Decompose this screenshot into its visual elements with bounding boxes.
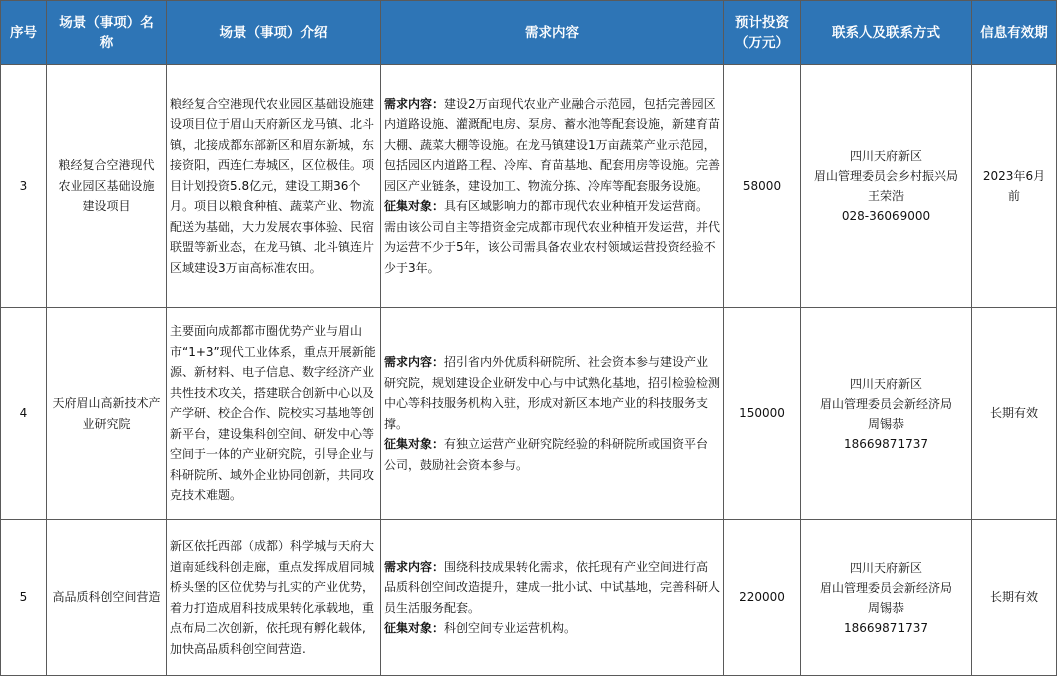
row-intro: 新区依托西部（成都）科学城与天府大道南延线科创走廊，重点发挥成眉同城桥头堡的区位优势与扎实的产业优势，着力打造成眉科技成果转化承载地，重点布局二次创新，依托现有孵化载体, 加快高品质科创空间营造.: [167, 520, 381, 676]
row-contact: [801, 308, 972, 520]
contact-phone: 18669871737: [844, 436, 928, 451]
demand-text: 招引省内外优质科研院所、社会资本参与建设产业研究院，规划建设企业研发中心与中试熟化基地，招引检验检测中心等科技服务机构入驻，形成对新区本地产业的科技服务支撑。: [384, 355, 721, 431]
contact-person: 周锡恭: [867, 416, 904, 431]
row-demand-cell: [381, 308, 724, 520]
contact-org: 四川天府新区: [849, 149, 922, 163]
contact-person: 王荣浩: [867, 189, 904, 203]
contact-person: 周锡恭: [867, 600, 904, 615]
header-contact: 联系人及联系方式: [801, 1, 972, 65]
row-name: 粮经复合空港现代农业园区基础设施建设项目: [47, 65, 167, 308]
demand-text: 围绕科技成果转化需求，依托现有产业空间进行高品质科创空间改造提升，建成一批小试、中试基地，完善科研人员生活服务配套。: [384, 559, 721, 615]
header-validity: 信息有效期: [972, 1, 1057, 65]
demand-text: 建设2万亩现代农业产业融合示范园，包括完善园区内道路设施、灌溉配电房、泵房、蓄水池等配套设施，新建育苗大棚、蔬菜大棚等设施。在龙马镇建设1万亩蔬菜产业示范园，包括园区内道路工程、冷库、育苗基地、配套用房等设施。完善园区产业链条，建设加工、物流分拣、冷库等配套服务设施。: [384, 96, 721, 193]
demand-label: 需求内容：: [384, 96, 445, 111]
target-label: 征集对象：: [384, 437, 445, 451]
row-name: 天府眉山高新技术产业研究院: [47, 308, 167, 520]
row-contact: [801, 65, 972, 308]
row-invest: 220000: [724, 520, 801, 676]
contact-phone: 028-36069000: [841, 209, 931, 223]
table-row: [1, 308, 1057, 520]
demand-label: 需求内容：: [384, 355, 445, 369]
row-validity: 2023年6月前: [972, 65, 1057, 308]
row-invest: 58000: [724, 65, 801, 308]
row-seq: 5: [1, 520, 47, 676]
row-seq: 4: [1, 308, 47, 520]
contact-org: 四川天府新区: [849, 376, 922, 391]
table-row: [1, 520, 1057, 676]
target-label: 征集对象：: [384, 621, 445, 635]
row-validity: 长期有效: [972, 308, 1057, 520]
row-invest: 150000: [724, 308, 801, 520]
header-seq: 序号: [1, 1, 47, 65]
header-invest: 预计投资（万元）: [724, 1, 801, 65]
row-name: 高品质科创空间营造: [47, 520, 167, 676]
row-contact: [801, 520, 972, 676]
contact-phone: 18669871737: [844, 620, 928, 635]
row-validity: 长期有效: [972, 520, 1057, 676]
target-text: 科创空间专业运营机构。: [444, 621, 577, 635]
contact-dept: 眉山管理委员会新经济局: [819, 396, 952, 411]
row-intro: 主要面向成都都市圈优势产业与眉山市“1+3”现代工业体系，重点开展新能源、新材料、电子信息、数字经济产业共性技术攻关，搭建联合创新中心以及产学研、校企合作、院校实习基地等创新平台，建设集科创空间、研发中心等空间于一体的产业研究院，引导企业与科研院所、域外企业协同创新，共同攻克技术难题。: [167, 308, 381, 520]
target-text: 具有区域影响力的都市现代农业种植开发运营商。需由该公司自主等措资金完成都市现代农业种植开发运营，并代为运营不少于5年，该公司需具备农业农村领域运营投资经验不少于3年。: [384, 199, 721, 275]
demand-label: 需求内容：: [384, 559, 445, 574]
contact-dept: 眉山管理委员会新经济局: [819, 580, 952, 595]
row-demand-cell: [381, 520, 724, 676]
table-row: [1, 65, 1057, 308]
header-demand: 需求内容: [381, 1, 724, 65]
header-intro: 场景（事项）介绍: [167, 1, 381, 65]
target-label: 征集对象：: [384, 199, 445, 214]
contact-dept: 眉山管理委员会乡村振兴局: [813, 169, 958, 183]
row-seq: 3: [1, 65, 47, 308]
row-demand-cell: [381, 65, 724, 308]
header-name: 场景（事项）名称: [47, 1, 167, 65]
row-intro: 粮经复合空港现代农业园区基础设施建设项目位于眉山天府新区龙马镇、北斗镇，北接成都东部新区和眉东新城，东接资阳，西连仁寿城区，区位极佳。项目计划投资5.8亿元，建设工期36个月。项目以粮食种植、蔬菜产业、物流配送为基础，大力发展农事体验、民宿联盟等新业态，在龙马镇、北斗镇连片区域建设3万亩高标准农田。: [167, 65, 381, 308]
header-row: [1, 1, 1057, 65]
contact-org: 四川天府新区: [849, 560, 922, 575]
target-text: 有独立运营产业研究院经验的科研院所或国资平台公司，鼓励社会资本参与。: [384, 437, 709, 472]
